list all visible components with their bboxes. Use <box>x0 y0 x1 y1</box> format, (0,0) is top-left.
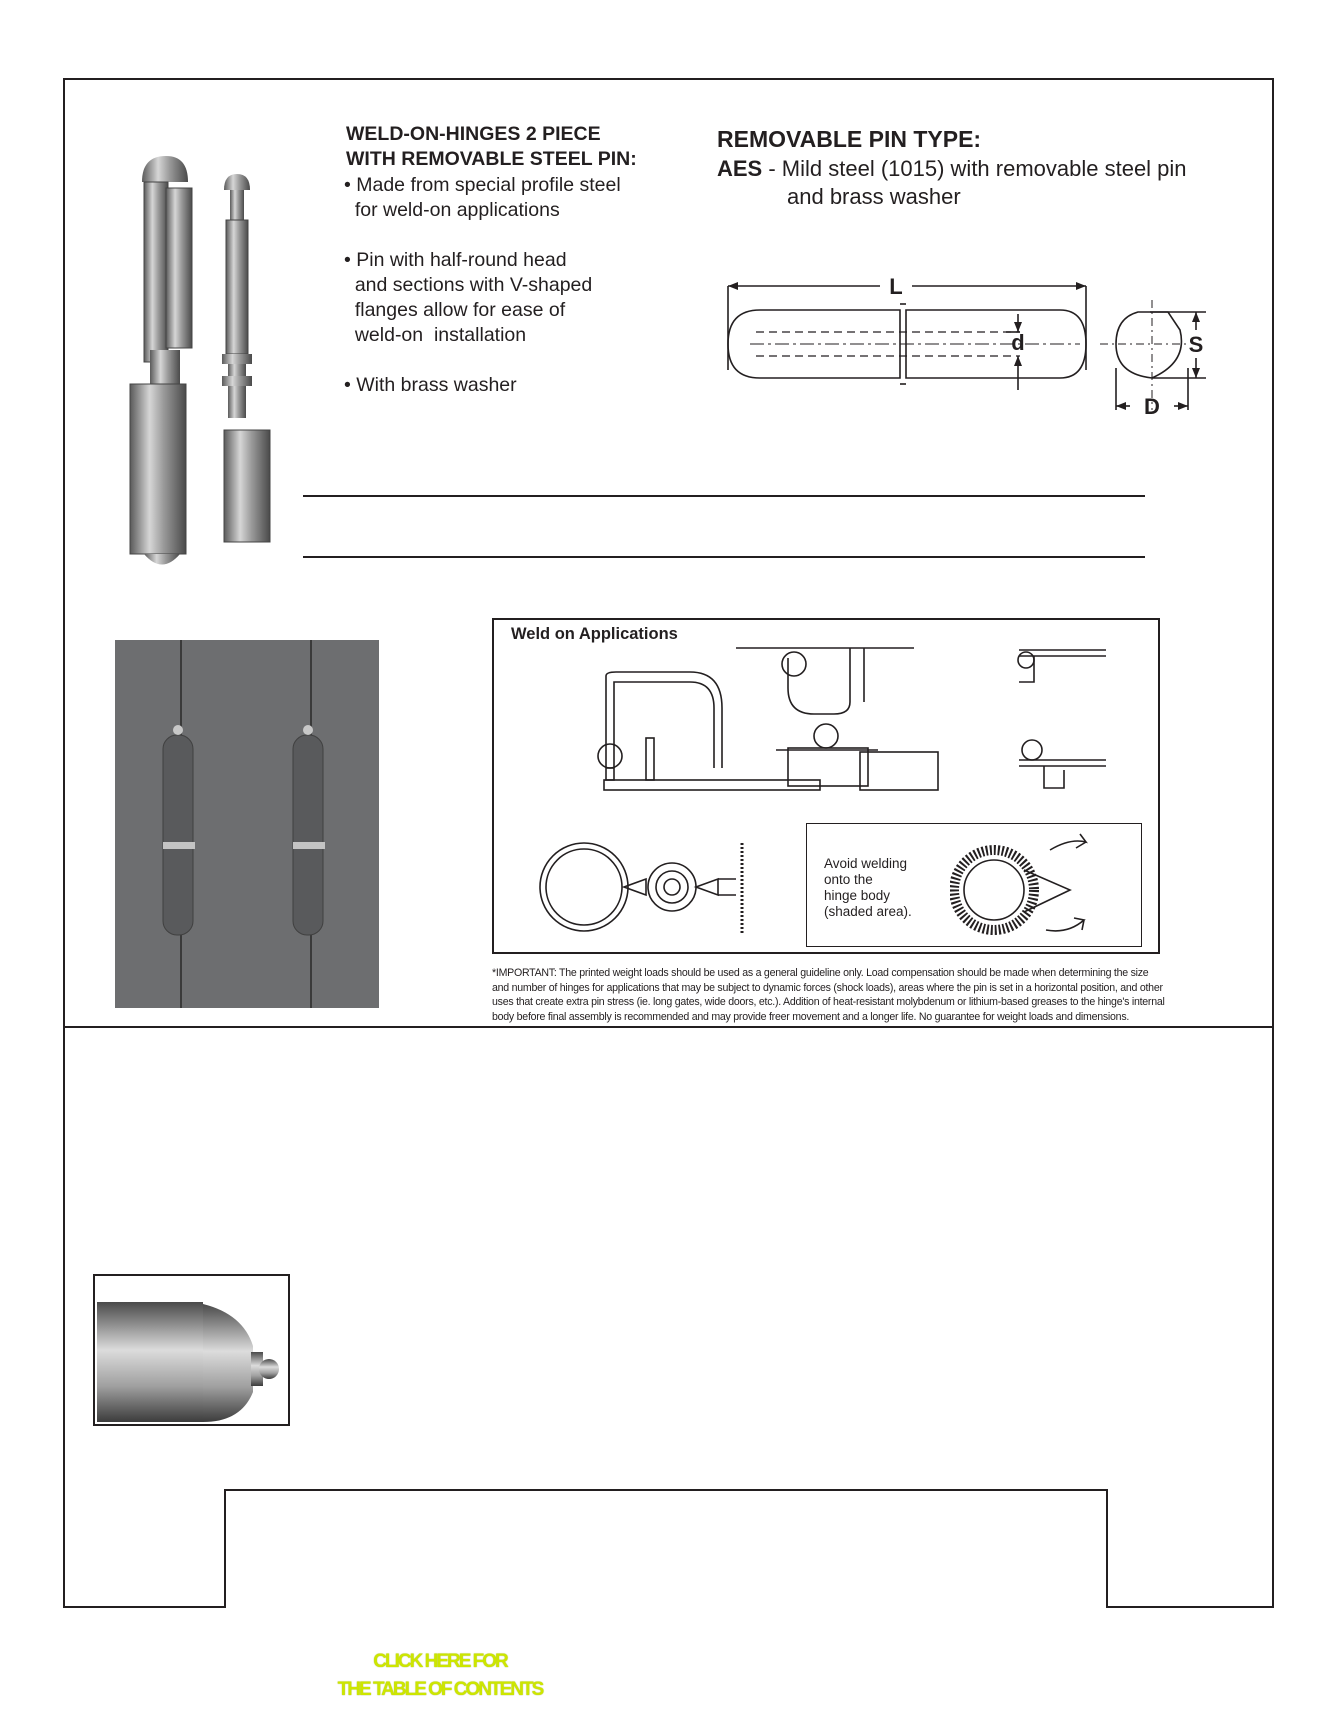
frame-divider <box>63 1026 1274 1028</box>
disclaimer-text <box>492 966 1166 1024</box>
toc-link-line1: CLICK HERE FOR <box>373 1651 507 1672</box>
feature-item: • Pin with half-round head and sections with V-shaped flanges allow for ease of weld-on installation <box>344 249 593 346</box>
pin-type-heading: REMOVABLE PIN TYPE: <box>717 126 982 152</box>
disclaimer-body: IMPORTANT: The printed weight loads should be used as a general guideline only. Load compensation should be made when determining the size and number of hinges for applications that may be subject to dynamic forces (shock loads), areas where the pin is set in a horizontal position, and other uses that create extra pin stress (ie. long gates, wide doors, etc.). Addition of heat-resistant molybdenum or lithium-based greases to the hinge's internal body before final assembly is recommended and may provide freer movement and a longer life. No guarantee for weight loads and dimensions. <box>492 967 1165 1023</box>
product-title-line2: WITH REMOVABLE STEEL PIN: <box>346 148 637 170</box>
dim-label-pin-diameter: d <box>1011 330 1025 355</box>
frame-bottom-left <box>63 1606 226 1608</box>
frame-top <box>63 78 1274 80</box>
hinge-body-shaded-diagram <box>950 830 1100 942</box>
product-title-line1: WELD-ON-HINGES 2 PIECE <box>346 123 601 145</box>
table-of-contents-link[interactable] <box>300 1648 580 1704</box>
feature-item: • Made from special profile steel for weld-on applications <box>344 174 621 221</box>
frame-bottom-right <box>1106 1606 1274 1608</box>
dim-label-width: S <box>1188 332 1204 357</box>
dim-label-length: L <box>889 274 903 299</box>
frame-left <box>63 78 65 1608</box>
disclaimer-marker: * <box>492 967 496 979</box>
section-rule-2 <box>303 556 1145 558</box>
pin-type-description-line2: and brass washer <box>787 184 961 209</box>
tab-top <box>224 1489 1108 1491</box>
hinge-product-photo <box>120 150 280 580</box>
door-installation-photo <box>115 640 379 1008</box>
section-rule-1 <box>303 495 1145 497</box>
hinge-dimension-drawing <box>720 270 1220 430</box>
pin-type-code: AES <box>717 156 763 181</box>
pin-type-description <box>717 155 1187 183</box>
feature-item: • With brass washer <box>344 374 517 396</box>
weld-applications-title: Weld on Applications <box>511 625 678 643</box>
frame-right <box>1272 78 1274 1608</box>
tab-right <box>1106 1489 1108 1608</box>
toc-link-line2: THE TABLE OF CONTENTS <box>337 1679 543 1700</box>
feature-list <box>344 173 621 423</box>
tab-left <box>224 1489 226 1608</box>
dim-label-diameter: D <box>1144 394 1160 419</box>
avoid-welding-text: Avoid welding onto the hinge body (shaded area). <box>824 856 912 919</box>
product-title <box>346 122 637 172</box>
tube-weld-diagram <box>536 835 766 939</box>
pin-type-description-line1: - Mild steel (1015) with removable steel pin <box>762 156 1187 181</box>
pin-head-closeup-photo <box>93 1274 290 1426</box>
weld-application-diagrams <box>494 620 1158 820</box>
